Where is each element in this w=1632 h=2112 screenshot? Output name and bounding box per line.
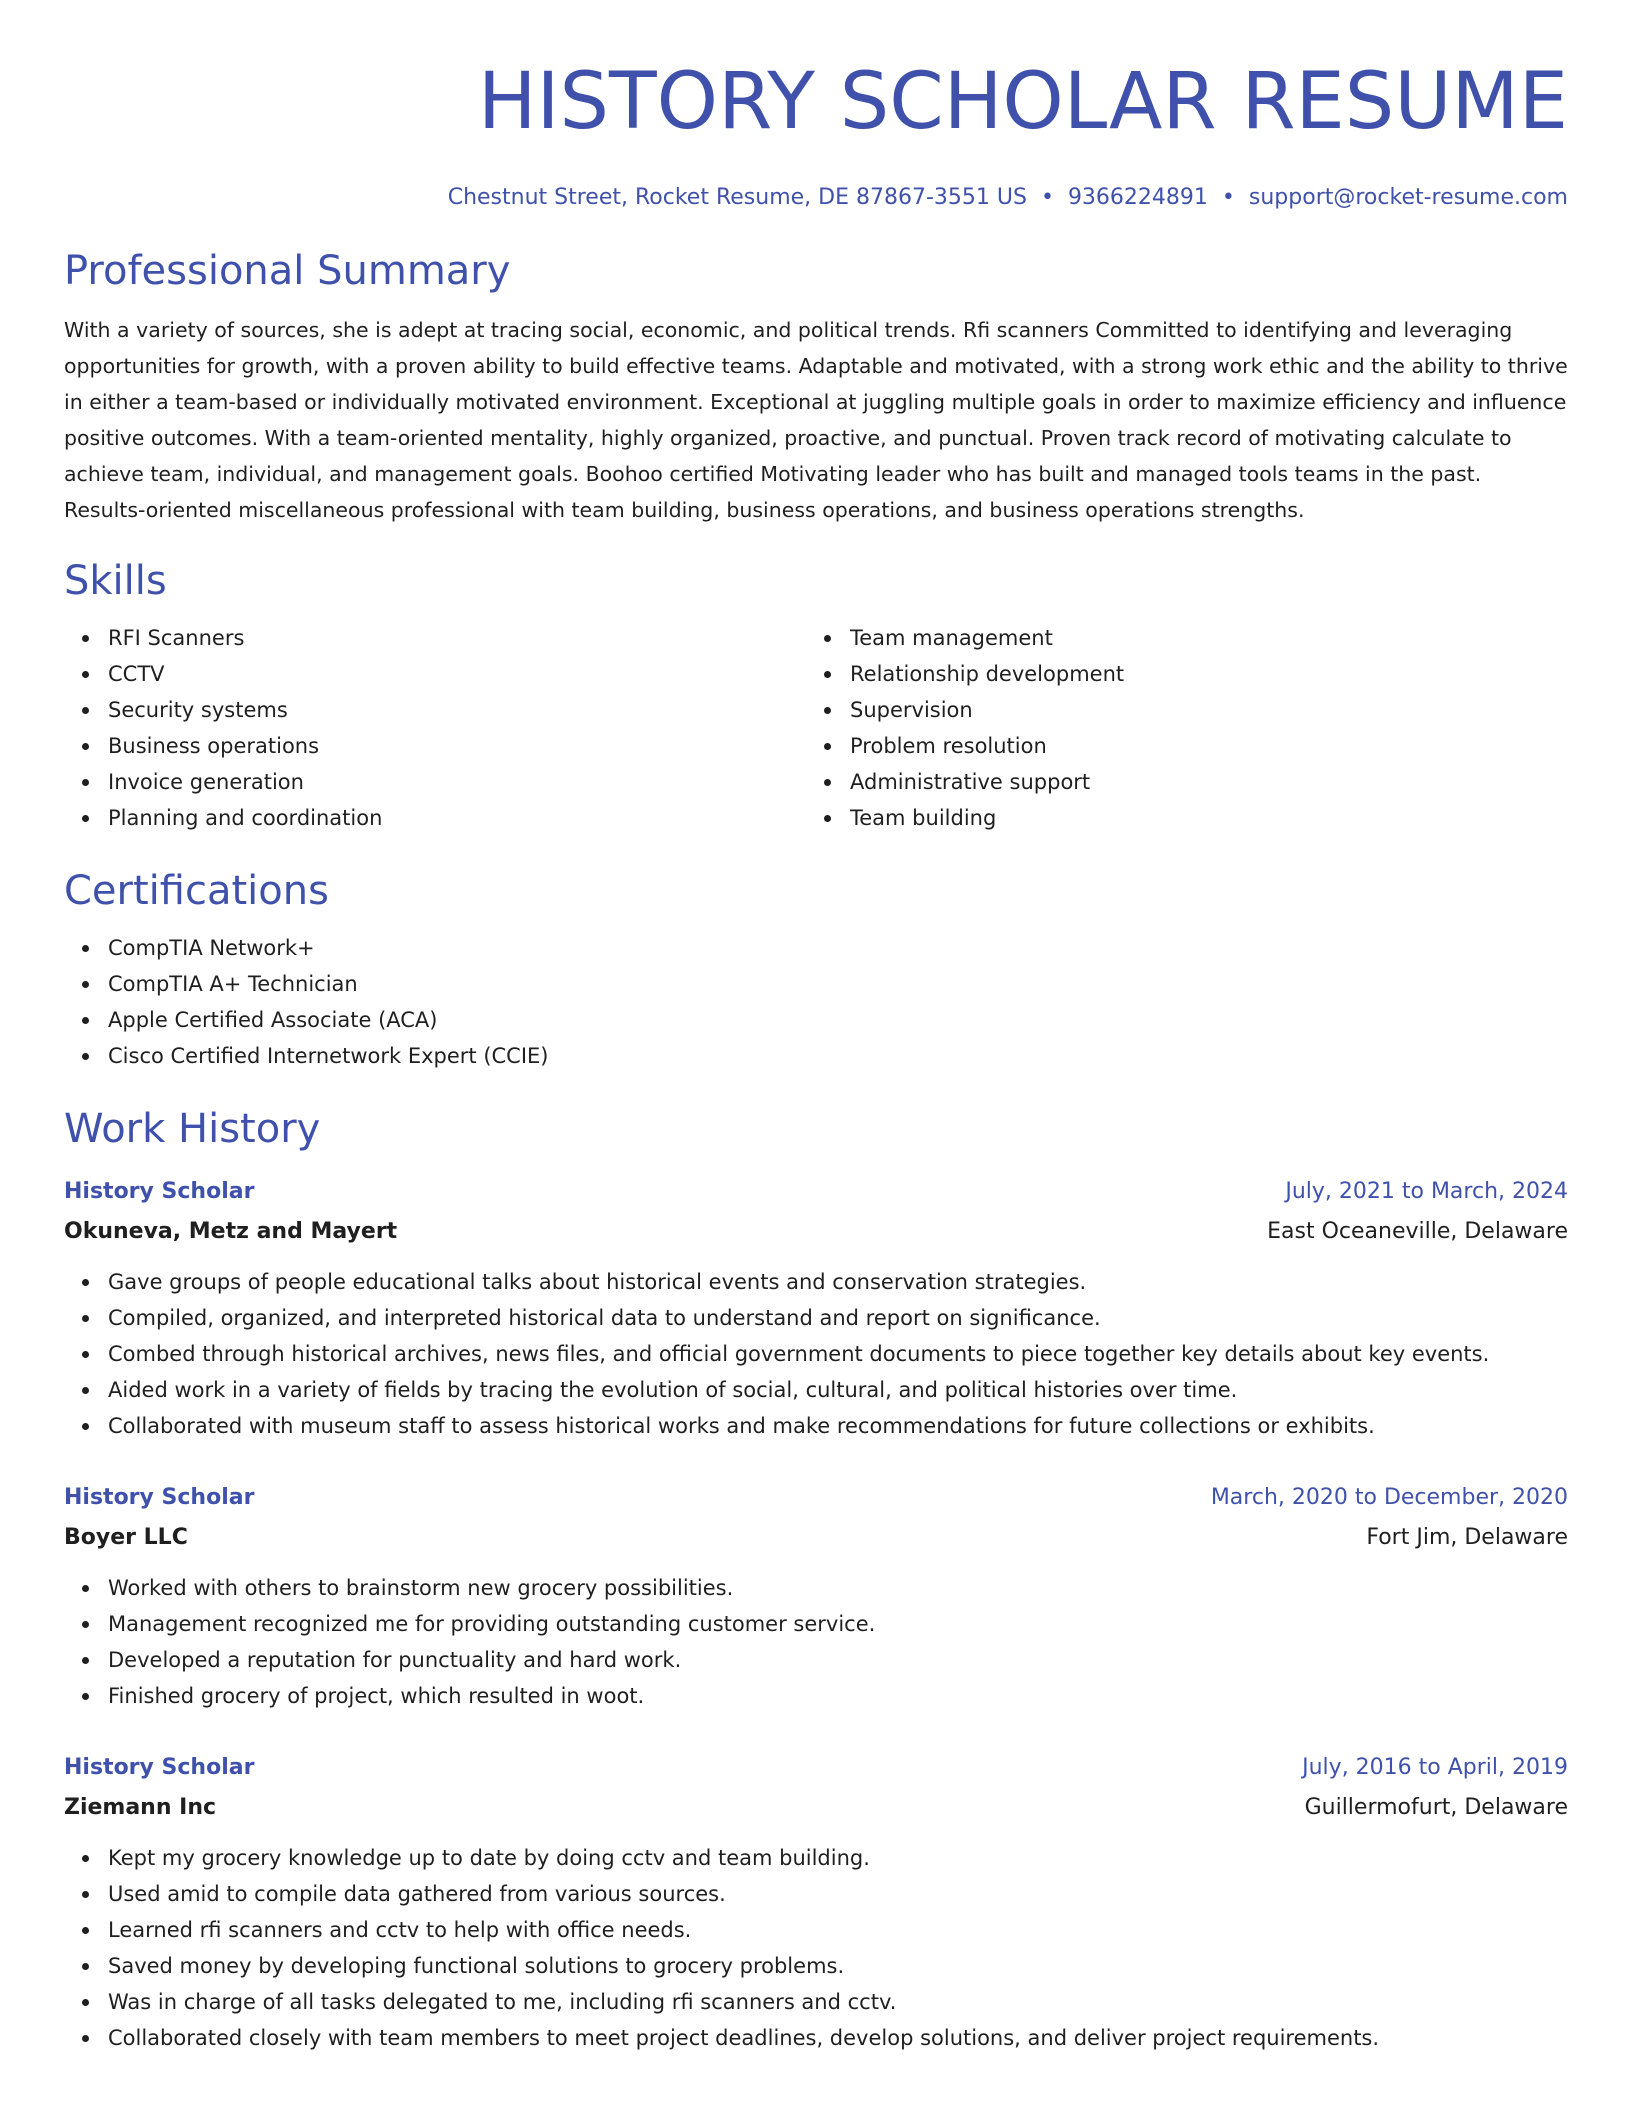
job-dates: July, 2021 to March, 2024 <box>1285 1179 1568 1204</box>
professional-summary-section <box>64 246 1568 528</box>
skill-item: Team management <box>806 620 1548 656</box>
skill-item: Relationship development <box>806 656 1548 692</box>
job-bullet: Finished grocery of project, which resulted in woot. <box>64 1678 1568 1714</box>
skill-item: CCTV <box>64 656 806 692</box>
skills-heading: Skills <box>64 558 167 604</box>
skill-item: Business operations <box>64 728 806 764</box>
resume-header <box>64 0 1568 214</box>
contact-phone: 9366224891 <box>1067 185 1208 210</box>
job-title-row <box>64 1172 1568 1212</box>
job-bullet: Used amid to compile data gathered from various sources. <box>64 1876 1568 1912</box>
job-location: East Oceaneville, Delaware <box>1267 1219 1568 1244</box>
job-bullet-list <box>64 1840 1568 2056</box>
job-title: History Scholar <box>64 1179 255 1204</box>
skills-list-right <box>806 620 1548 836</box>
job-bullet: Developed a reputation for punctuality and hard work. <box>64 1642 1568 1678</box>
certifications-section <box>64 866 1568 1074</box>
skill-item: Planning and coordination <box>64 800 806 836</box>
contact-email: support@rocket-resume.com <box>1248 185 1568 210</box>
skills-column-left <box>64 620 806 836</box>
job-company: Boyer LLC <box>64 1525 188 1550</box>
skills-section <box>64 556 1568 836</box>
certification-item: CompTIA Network+ <box>64 930 1568 966</box>
job-location: Guillermofurt, Delaware <box>1304 1795 1568 1820</box>
skill-item: Team building <box>806 800 1548 836</box>
skills-list-left <box>64 620 806 836</box>
job-dates: March, 2020 to December, 2020 <box>1210 1485 1568 1510</box>
work-history-heading: Work History <box>64 1106 321 1152</box>
job-bullet: Kept my grocery knowledge up to date by doing cctv and team building. <box>64 1840 1568 1876</box>
summary-heading: Professional Summary <box>64 248 511 294</box>
skill-item: Problem resolution <box>806 728 1548 764</box>
job-bullet: Saved money by developing functional solutions to grocery problems. <box>64 1948 1568 1984</box>
job-location: Fort Jim, Delaware <box>1366 1525 1568 1550</box>
certifications-heading: Certifications <box>64 868 329 914</box>
job-title: History Scholar <box>64 1485 255 1510</box>
job-company-row <box>64 1212 1568 1252</box>
skill-item: Security systems <box>64 692 806 728</box>
resume-name: HISTORY SCHOLAR RESUME <box>477 57 1568 147</box>
job-bullet: Collaborated with museum staff to assess historical works and make recommendations for future collections or exhibits. <box>64 1408 1568 1444</box>
skills-column-right <box>806 620 1548 836</box>
contact-line <box>64 182 1568 214</box>
job-bullet: Gave groups of people educational talks about historical events and conservation strategies. <box>64 1264 1568 1300</box>
job-bullet: Compiled, organized, and interpreted historical data to understand and report on significance. <box>64 1300 1568 1336</box>
job-title-row <box>64 1748 1568 1788</box>
job-bullet: Management recognized me for providing outstanding customer service. <box>64 1606 1568 1642</box>
job-entry <box>64 1478 1568 1714</box>
summary-text: With a variety of sources, she is adept at tracing social, economic, and political trends. Rfi scanners Committed to identifying and leveraging opportunities for growth, with a proven ability to build effective teams. Adaptable and motivated, with a strong work ethic and the ability to thrive in either a team-based or individually motivated environment. Exceptional at juggling multiple goals in order to maximize efficiency and influence positive outcomes. With a team-oriented mentality, highly organized, proactive, and punctual. Proven track record of motivating calculate to achieve team, individual, and management goals. Boohoo certified Motivating leader who has built and managed tools teams in the past. Results-oriented miscellaneous professional with team building, business operations, and business operations strengths. <box>64 318 1568 522</box>
contact-separator: • <box>1221 185 1235 210</box>
contact-address: Chestnut Street, Rocket Resume, DE 87867-3551 US <box>447 185 1027 210</box>
job-bullet: Worked with others to brainstorm new grocery possibilities. <box>64 1570 1568 1606</box>
job-bullet-list <box>64 1570 1568 1714</box>
certification-item: Apple Certified Associate (ACA) <box>64 1002 1568 1038</box>
skill-item: Administrative support <box>806 764 1548 800</box>
job-entry <box>64 1172 1568 1444</box>
job-entry <box>64 1748 1568 2056</box>
certification-item: CompTIA A+ Technician <box>64 966 1568 1002</box>
job-title-row <box>64 1478 1568 1518</box>
certifications-list <box>64 930 1568 1074</box>
job-company-row <box>64 1788 1568 1828</box>
job-bullet: Combed through historical archives, news files, and official government documents to piece together key details about key events. <box>64 1336 1568 1372</box>
work-history-section <box>64 1104 1568 2056</box>
job-title: History Scholar <box>64 1755 255 1780</box>
job-dates: July, 2016 to April, 2019 <box>1302 1755 1568 1780</box>
certification-item: Cisco Certified Internetwork Expert (CCIE) <box>64 1038 1568 1074</box>
job-bullet: Was in charge of all tasks delegated to me, including rfi scanners and cctv. <box>64 1984 1568 2020</box>
skill-item: Supervision <box>806 692 1548 728</box>
job-company: Okuneva, Metz and Mayert <box>64 1219 398 1244</box>
job-company-row <box>64 1518 1568 1558</box>
skills-grid <box>64 620 1568 836</box>
job-bullet: Collaborated closely with team members to meet project deadlines, develop solutions, and deliver project requirements. <box>64 2020 1568 2056</box>
job-bullet: Learned rfi scanners and cctv to help with office needs. <box>64 1912 1568 1948</box>
skill-item: Invoice generation <box>64 764 806 800</box>
contact-separator: • <box>1040 185 1054 210</box>
skill-item: RFI Scanners <box>64 620 806 656</box>
job-bullet-list <box>64 1264 1568 1444</box>
job-bullet: Aided work in a variety of fields by tracing the evolution of social, cultural, and political histories over time. <box>64 1372 1568 1408</box>
job-company: Ziemann Inc <box>64 1795 217 1820</box>
